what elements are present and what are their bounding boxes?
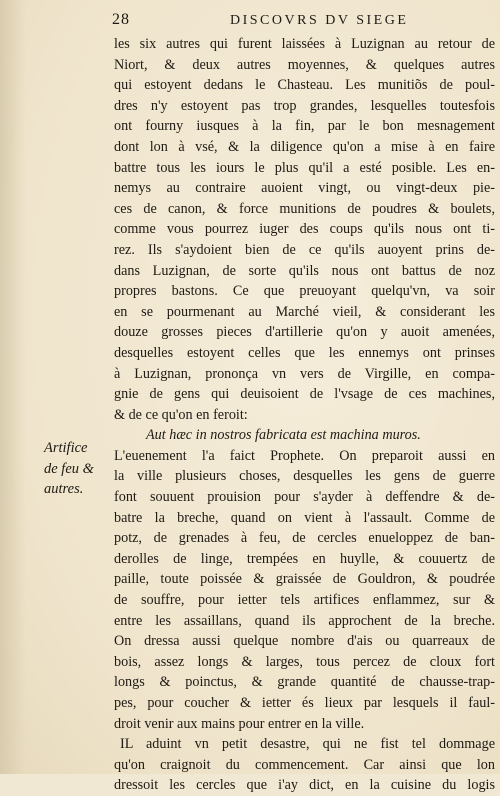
text-line: en se pourmenant au Marché vieil, & considerant les <box>114 303 495 320</box>
text-line: desquelles estoyent celles que les ennemys ont prinses <box>114 344 495 361</box>
text-line: bois, assez longs & larges, tous percez de cloux fort <box>114 653 495 670</box>
text-line: la ville plusieurs choses, desquelles les gens de guerre <box>114 468 495 485</box>
text-line: comme vous pourrez iuger des coups qu'ils nous ont ti- <box>114 221 495 238</box>
text-line: douze grosses pieces d'artillerie qu'on y auoit amenées, <box>114 324 495 341</box>
latin-quotation: Aut hæc in nostros fabricata est machina muros. <box>146 427 421 444</box>
text-line: dres n'y estoyent pas trop grandes, lesquelles toutesfois <box>114 97 495 114</box>
text-line: droit venir aux mains pour entrer en la ville. <box>114 715 365 732</box>
text-line: battre tous les iours le plus qu'il a esté posible. Les en- <box>114 159 495 176</box>
text-line: longs & poinctus, & grande quantité de chausse-trap- <box>114 674 495 691</box>
text-line: ont fourny iusques à la fin, par le bon mesnagement <box>114 118 495 135</box>
text-line: qui estoyent dedans le Chasteau. Les munitiõs de poul- <box>114 77 495 94</box>
text-line: à Luzignan, prononça vn vers de Virgille, en compa- <box>114 365 495 382</box>
page-number: 28 <box>112 11 130 28</box>
text-line: & de ce qu'on en feroit: <box>114 406 248 423</box>
text-line: rez. Ils s'aydoient bien de ce qu'ils auoyent prins de- <box>114 241 495 258</box>
page-header <box>112 11 484 31</box>
text-line: qu'on craignoit du commencement. Car ainsi que lon <box>114 756 495 773</box>
text-line: IL aduint vn petit desastre, qui ne fist tel dommage <box>120 736 495 753</box>
marginal-note-line: de feu & <box>44 460 94 477</box>
body-text <box>114 34 495 796</box>
text-line: nemys au contraire auoient vingt, ou vingt-deux pie- <box>114 180 495 197</box>
text-line: dont lon à vsé, & la diligence qu'on a mise à en faire <box>114 138 495 155</box>
text-line: entre les assaillans, quand ils approchent de la breche. <box>114 612 495 629</box>
text-line: derolles de linge, trempées en huylle, & couuertz de <box>114 550 495 567</box>
text-line: potz, de grenades à feu, de cercles enueloppez de ban- <box>114 530 495 547</box>
text-line: dressoit les cercles que i'ay dict, en la cuisine du logis <box>114 777 495 794</box>
marginal-note-line: autres. <box>44 481 84 498</box>
running-title: DISCOVRS DV SIEGE <box>230 13 409 28</box>
text-line: batre la breche, quand on vient à l'assault. Comme de <box>114 509 495 526</box>
text-line: paille, toute poissée & graissée de Gouldron, & poudrée <box>114 571 495 588</box>
text-line: ces de canon, & force munitions de poudres & boulets, <box>114 200 495 217</box>
marginal-note-line: Artifice <box>44 440 88 456</box>
text-line: propres bastons. Ce que preuoyant quelqu'vn, va soir <box>114 283 495 300</box>
text-line: dans Luzignan, de sorte qu'ils nous ont battus de noz <box>114 262 495 279</box>
text-line: On dressa aussi quelque nombre d'ais ou quarreaux de <box>114 633 495 650</box>
page-gutter <box>0 0 26 774</box>
text-line: gnie de gens qui deuisoient de l'vsage de ces machines, <box>114 386 495 403</box>
text-line: Niort, & deux autres moyennes, & quelques autres <box>114 56 495 73</box>
text-line: font souuent prouision pour s'ayder à deffendre & de- <box>114 489 495 506</box>
text-line: les six autres qui furent laissées à Luzignan au retour de <box>114 36 495 52</box>
text-line: L'euenement l'a faict Prophete. On preparoit aussi en <box>114 447 495 464</box>
text-line: pes, pour coucher & ietter és lieux par lesquels il faul- <box>114 695 495 711</box>
marginal-note <box>44 438 114 500</box>
text-line: de souffre, pour ietter tels artifices enflammez, sur & <box>114 592 495 609</box>
